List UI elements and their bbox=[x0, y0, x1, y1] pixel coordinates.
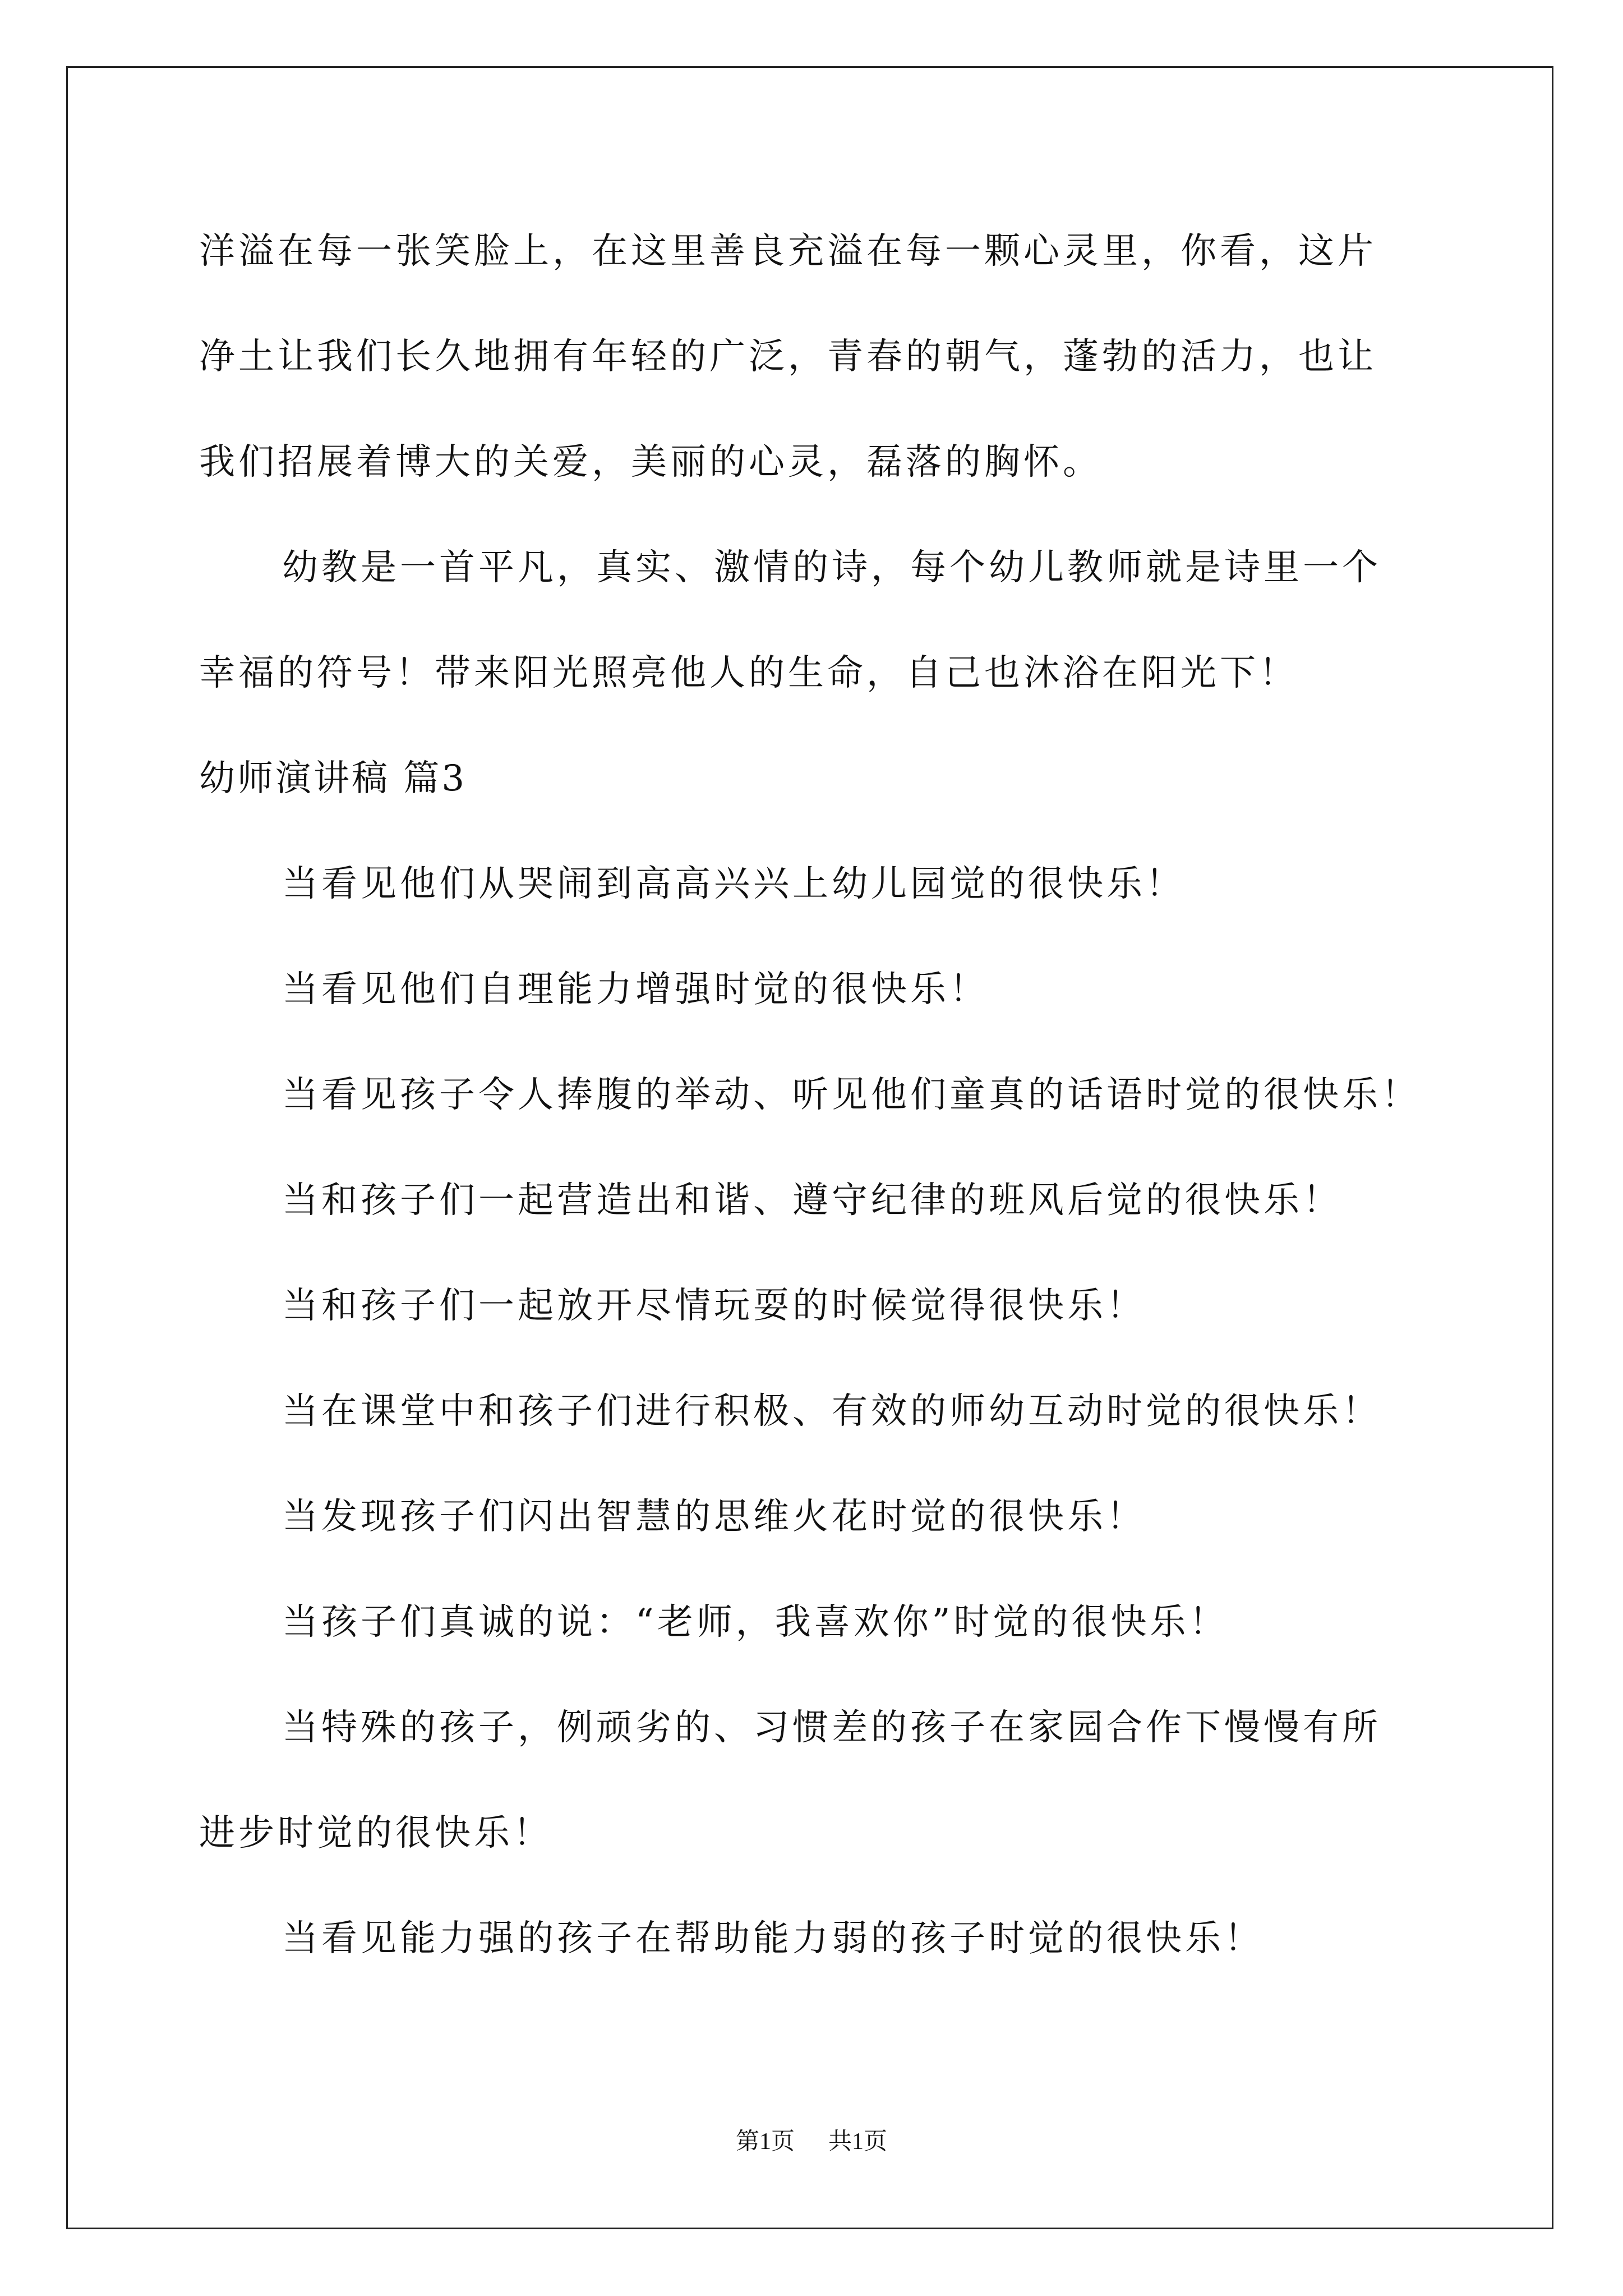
text-line: 幸福的符号！带来阳光照亮他人的生命，自己也沐浴在阳光下！ bbox=[199, 652, 1298, 694]
text-line: 当看见孩子令人捧腹的举动、听见他们童真的话语时觉的很快乐！ bbox=[282, 1074, 1421, 1116]
text-line: 净土让我们长久地拥有年轻的广泛，青春的朝气，蓬勃的活力，也让 bbox=[199, 336, 1377, 378]
page-number-current: 第1页 bbox=[735, 2129, 795, 2155]
text-line: 当发现孩子们闪出智慧的思维火花时觉的很快乐！ bbox=[282, 1496, 1146, 1538]
text-line: 幼教是一首平凡，真实、激情的诗，每个幼儿教师就是诗里一个 bbox=[282, 547, 1381, 588]
text-line: 当和孩子们一起放开尽情玩耍的时候觉得很快乐！ bbox=[282, 1285, 1146, 1327]
text-line: 当看见他们从哭闹到高高兴兴上幼儿园觉的很快乐！ bbox=[282, 863, 1185, 905]
text-line: 当特殊的孩子，例顽劣的、习惯差的孩子在家园合作下慢慢有所 bbox=[282, 1707, 1381, 1749]
text-line: 当孩子们真诚的说：“老师，我喜欢你”时觉的很快乐！ bbox=[282, 1602, 1229, 1643]
document-body bbox=[199, 212, 1438, 2005]
page-number-total: 共1页 bbox=[828, 2129, 888, 2155]
page-footer bbox=[0, 2125, 1623, 2159]
text-line: 当看见能力强的孩子在帮助能力弱的孩子时觉的很快乐！ bbox=[282, 1918, 1264, 1959]
text-line: 当和孩子们一起营造出和谐、遵守纪律的班风后觉的很快乐！ bbox=[282, 1180, 1342, 1221]
text-line: 我们招展着博大的关爱，美丽的心灵，磊落的胸怀。 bbox=[199, 441, 1102, 483]
text-line: 当在课堂中和孩子们进行积极、有效的师幼互动时觉的很快乐！ bbox=[282, 1391, 1381, 1432]
text-line: 当看见他们自理能力增强时觉的很快乐！ bbox=[282, 969, 989, 1010]
text-line: 洋溢在每一张笑脸上，在这里善良充溢在每一颗心灵里，你看，这片 bbox=[199, 231, 1377, 272]
section-heading: 幼师演讲稿 篇3 bbox=[199, 758, 467, 799]
text-line: 进步时觉的很快乐！ bbox=[199, 1812, 552, 1854]
